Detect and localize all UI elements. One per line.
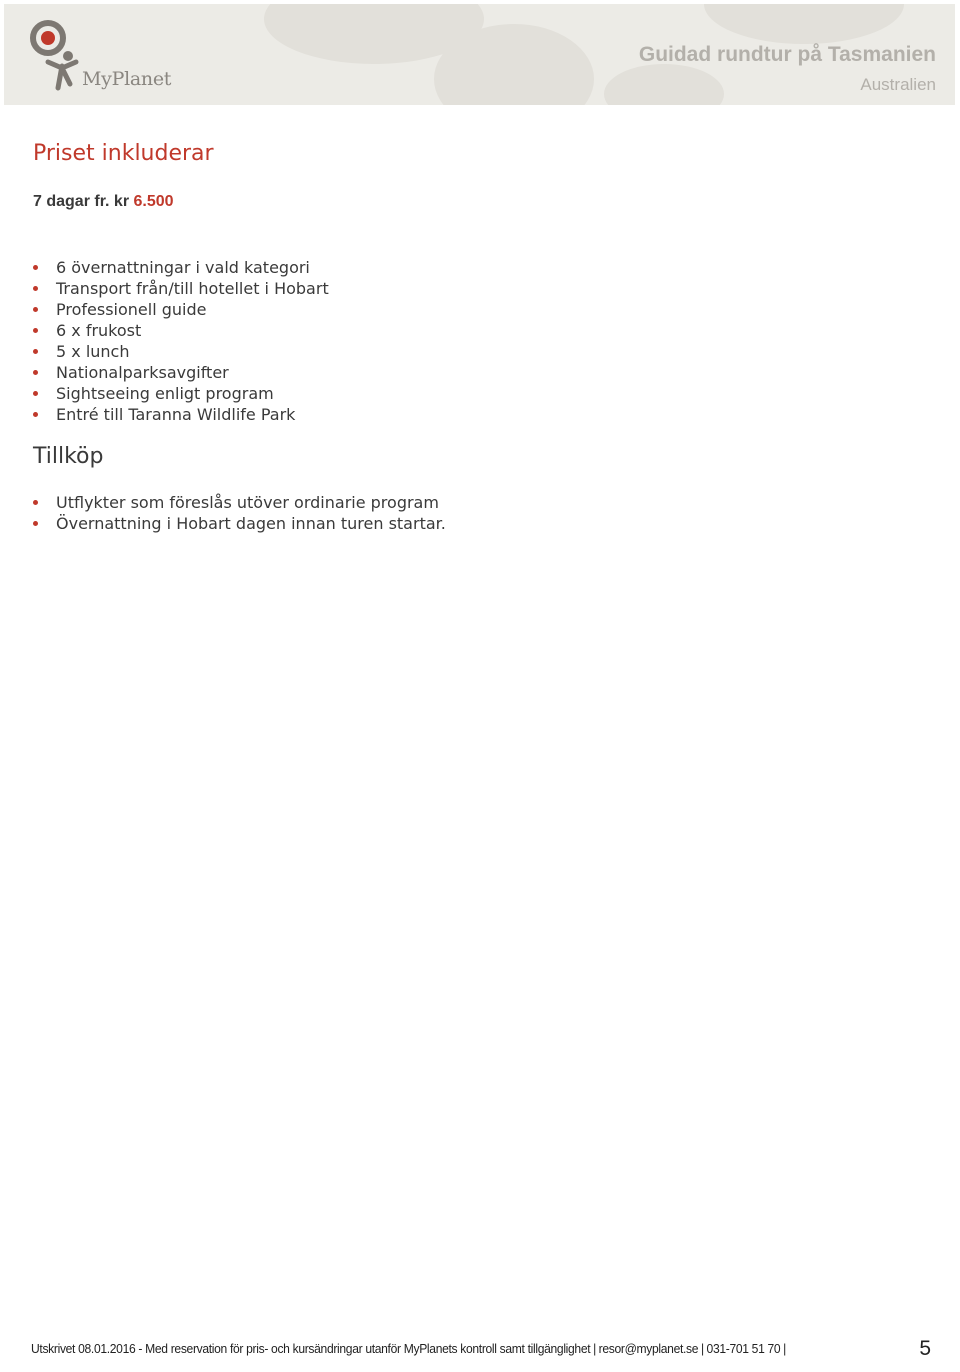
document-title: Guidad rundtur på Tasmanien <box>638 43 936 66</box>
page-header <box>4 4 955 105</box>
bullet-icon <box>33 349 38 354</box>
included-list <box>33 257 329 425</box>
list-item: Professionell guide <box>33 299 329 320</box>
price-value: 6.500 <box>133 193 174 210</box>
bullet-icon <box>33 286 38 291</box>
extras-heading: Tillköp <box>33 444 104 469</box>
list-item: Entré till Taranna Wildlife Park <box>33 404 329 425</box>
page-footer: Utskrivet 08.01.2016 - Med reservation för pris- och kursändringar utanför MyPlanets kontroll samt tillgänglighet | resor@myplanet.se | 031-701 51 70 | <box>31 1341 786 1356</box>
logo-wordmark: MyPlanet <box>82 68 172 90</box>
list-item: Sightseeing enligt program <box>33 383 329 404</box>
list-item: 6 övernattningar i vald kategori <box>33 257 329 278</box>
bullet-icon <box>33 391 38 396</box>
bullet-icon <box>33 265 38 270</box>
page-number: 5 <box>919 1337 931 1360</box>
bullet-icon <box>33 500 38 505</box>
bullet-icon <box>33 328 38 333</box>
map-texture <box>604 64 724 105</box>
bullet-icon <box>33 370 38 375</box>
list-item: Övernattning i Hobart dagen innan turen startar. <box>33 513 446 534</box>
bullet-icon <box>33 521 38 526</box>
footer-disclaimer: Utskrivet 08.01.2016 - Med reservation för pris- och kursändringar utanför MyPlanets kontroll samt tillgänglighet <box>31 1341 591 1356</box>
document-subtitle: Australien <box>860 75 936 94</box>
price-prefix: 7 dagar fr. kr <box>33 193 134 210</box>
list-item: Transport från/till hotellet i Hobart <box>33 278 329 299</box>
bullet-icon <box>33 307 38 312</box>
list-item: 6 x frukost <box>33 320 329 341</box>
price-line <box>33 193 174 211</box>
myplanet-logo[interactable] <box>24 18 184 98</box>
list-item: Utflykter som föreslås utöver ordinarie program <box>33 492 446 513</box>
footer-phone: 031-701 51 70 <box>706 1341 781 1356</box>
included-heading: Priset inkluderar <box>33 141 214 166</box>
footer-email[interactable]: resor@myplanet.se <box>598 1341 699 1356</box>
extras-list <box>33 492 446 534</box>
list-item: Nationalparksavgifter <box>33 362 329 383</box>
list-item: 5 x lunch <box>33 341 329 362</box>
bullet-icon <box>33 412 38 417</box>
map-texture <box>704 4 904 44</box>
